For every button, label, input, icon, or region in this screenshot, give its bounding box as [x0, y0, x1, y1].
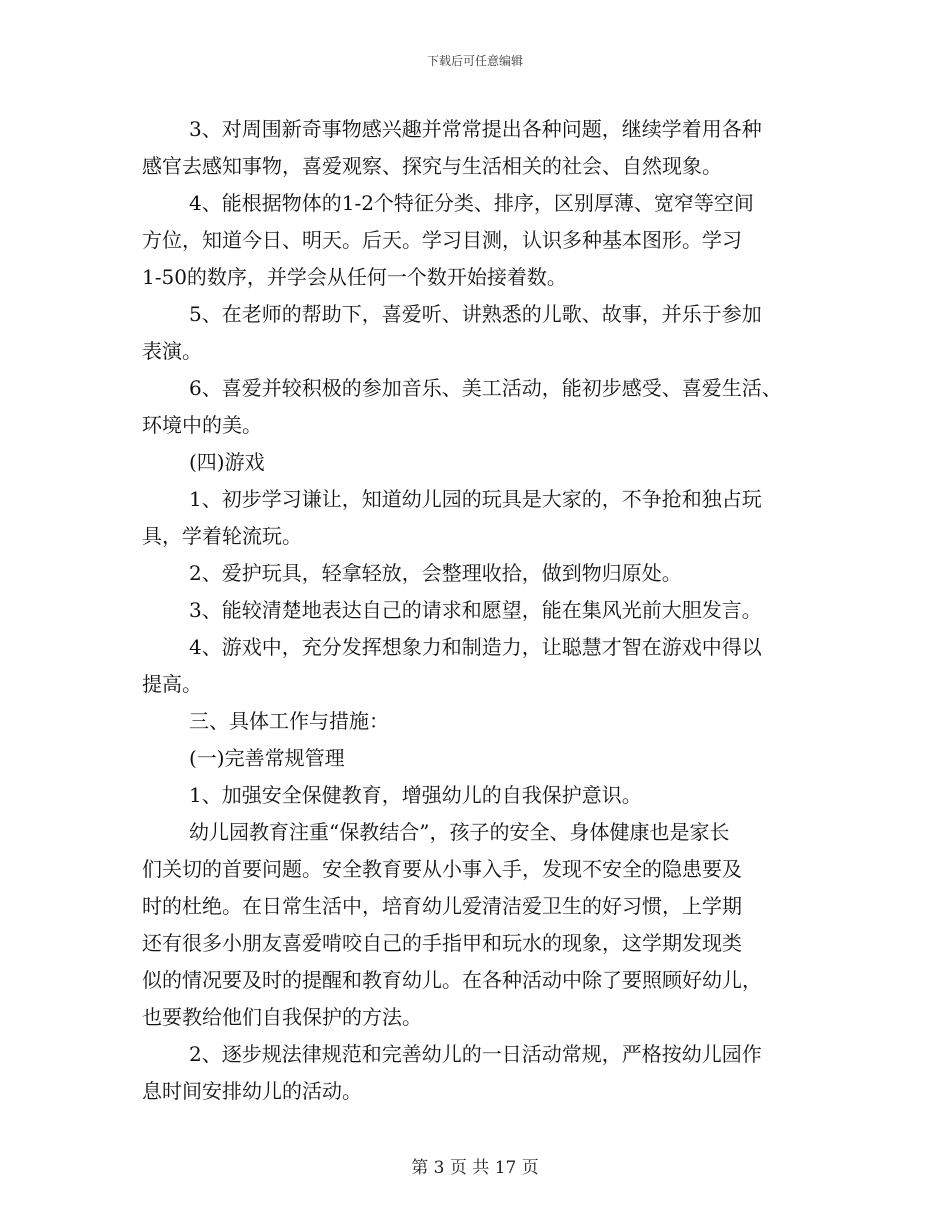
paragraph-line: 环境中的美。: [142, 413, 262, 437]
paragraph-line: 4、能根据物体的1-2个特征分类、排序，区别厚薄、宽窄等空间: [189, 191, 754, 215]
paragraph-line: 表演。: [142, 339, 202, 363]
subsection-heading: (一)完善常规管理: [189, 746, 345, 770]
page-number: 第 3 页 共 17 页: [411, 1158, 539, 1178]
paragraph-line: 也要教给他们自我保护的方法。: [142, 1005, 422, 1029]
section-heading: (四)游戏: [189, 450, 265, 474]
paragraph-line: 1、初步学习谦让，知道幼儿园的玩具是大家的，不争抢和独占玩: [189, 487, 762, 511]
paragraph-line: 1、加强安全保健教育，增强幼儿的自我保护意识。: [189, 783, 642, 807]
paragraph-line: 息时间安排幼儿的活动。: [142, 1079, 362, 1103]
paragraph-line: 似的情况要及时的提醒和教育幼儿。在各种活动中除了要照顾好幼儿，: [142, 968, 762, 992]
paragraph-line: 们关切的首要问题。安全教育要从小事入手，发现不安全的隐患要及: [142, 857, 742, 881]
paragraph-line: 感官去感知事物，喜爱观察、探究与生活相关的社会、自然现象。: [142, 154, 722, 178]
paragraph-line: 2、爱护玩具，轻拿轻放，会整理收拾，做到物归原处。: [189, 561, 682, 585]
paragraph-line: 6、喜爱并较积极的参加音乐、美工活动，能初步感受、喜爱生活、: [189, 376, 782, 400]
paragraph-line: 5、在老师的帮助下，喜爱听、讲熟悉的儿歌、故事，并乐于参加: [189, 302, 762, 326]
paragraph-line: 具，学着轮流玩。: [142, 524, 302, 548]
paragraph-line: 方位，知道今日、明天。后天。学习目测，认识多种基本图形。学习: [142, 228, 742, 252]
paragraph-line: 4、游戏中，充分发挥想象力和制造力，让聪慧才智在游戏中得以: [189, 635, 762, 659]
section-heading: 三、具体工作与措施：: [189, 709, 389, 733]
document-body: [142, 111, 832, 1110]
paragraph-line: 1-50的数序，并学会从任何一个数开始接着数。: [142, 265, 567, 289]
page-header: 下载后可任意编辑: [426, 54, 523, 68]
paragraph-line: 提高。: [142, 672, 202, 696]
paragraph-line: 3、对周围新奇事物感兴趣并常常提出各种问题，继续学着用各种: [189, 117, 762, 141]
paragraph-line: 幼儿园教育注重“保教结合”，孩子的安全、身体健康也是家长: [189, 820, 730, 844]
paragraph-line: 3、能较清楚地表达自己的请求和愿望，能在集风光前大胆发言。: [189, 598, 762, 622]
paragraph-line: 2、逐步规法律规范和完善幼儿的一日活动常规，严格按幼儿园作: [189, 1042, 762, 1066]
paragraph-line: 时的杜绝。在日常生活中，培育幼儿爱清洁爱卫生的好习惯，上学期: [142, 894, 742, 918]
paragraph-line: 还有很多小朋友喜爱啃咬自己的手指甲和玩水的现象，这学期发现类: [142, 931, 742, 955]
